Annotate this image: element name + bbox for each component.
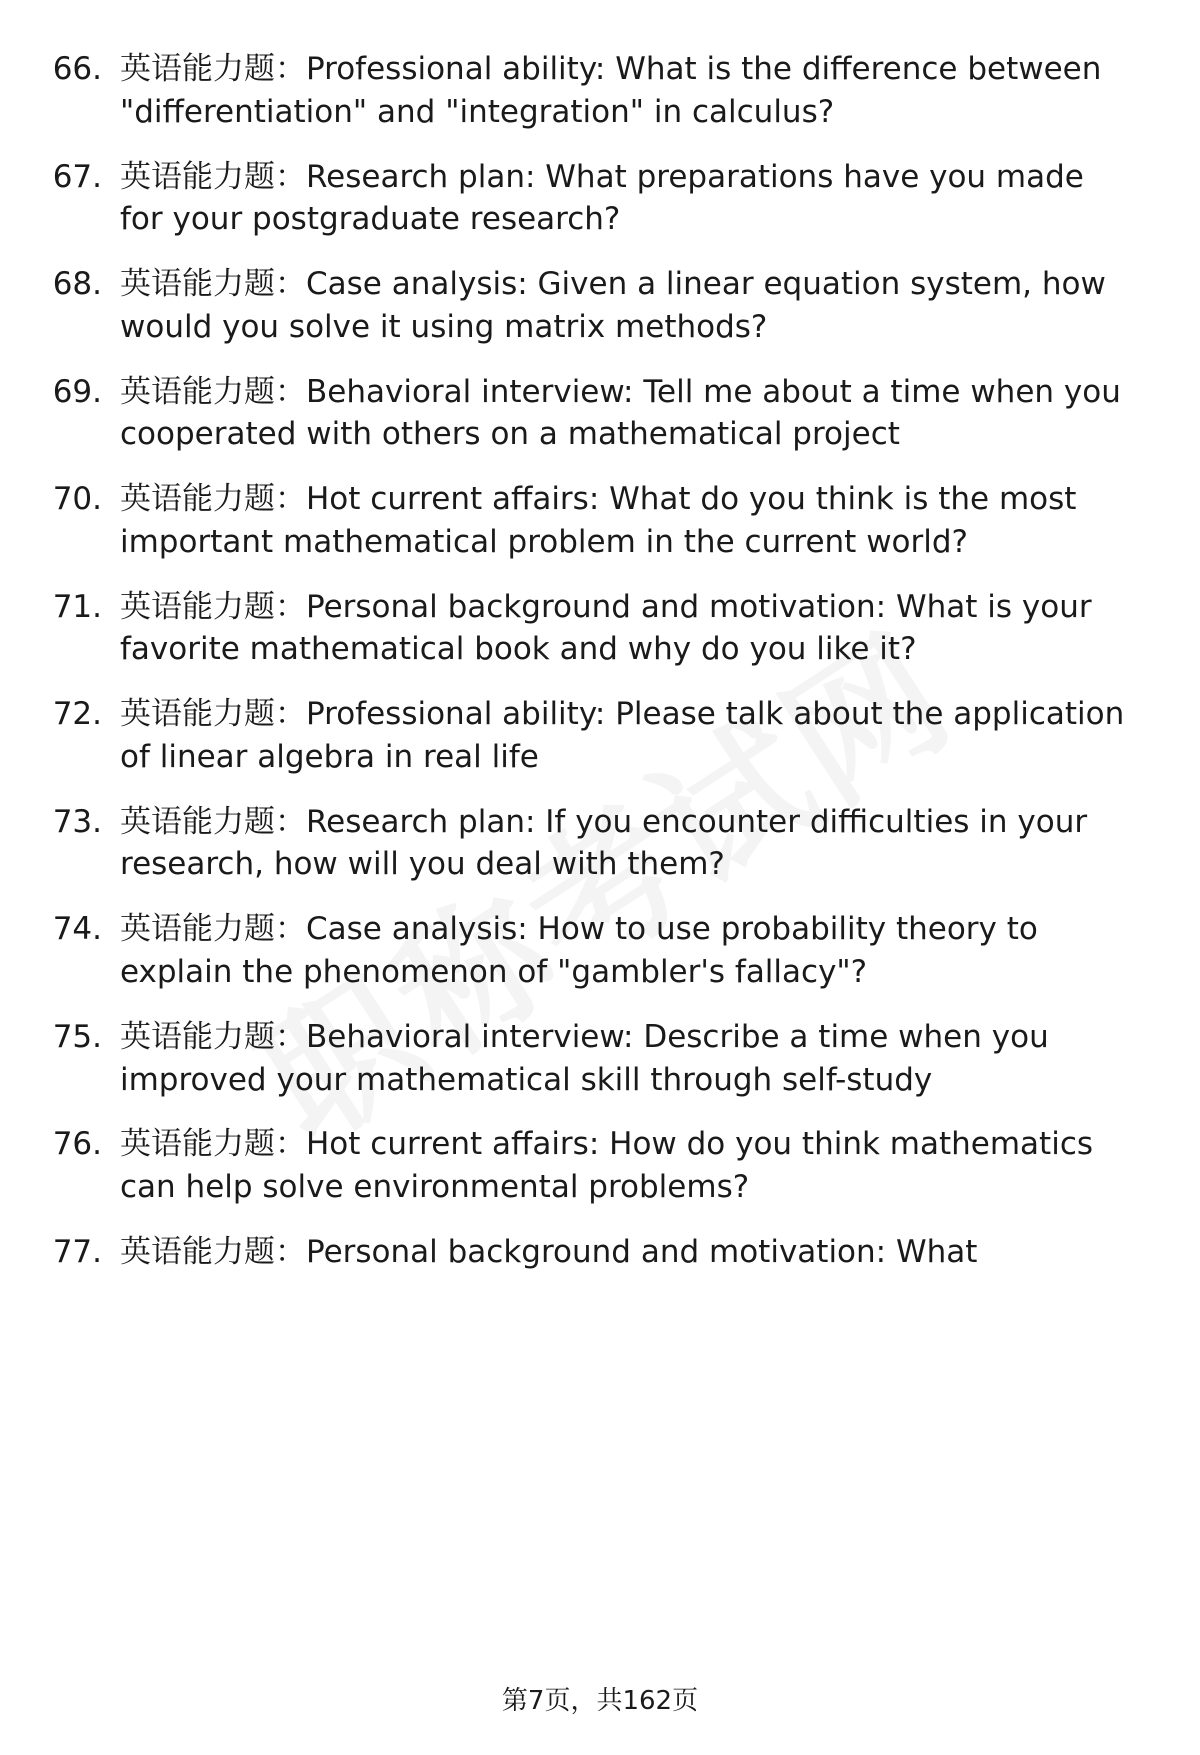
question-number: 76. bbox=[52, 1126, 102, 1163]
question-number: 67. bbox=[52, 158, 102, 195]
question-text: 英语能力题：Professional ability: Please talk about the application of linear algebra in real life bbox=[120, 696, 1125, 775]
list-item bbox=[48, 478, 1130, 564]
list-item bbox=[48, 908, 1130, 994]
question-text: 英语能力题：Personal background and motivation: What is your favorite mathematical book and why do you like it? bbox=[120, 588, 1092, 668]
question-text: 英语能力题：Hot current affairs: How do you think mathematics can help solve environmental problems? bbox=[120, 1126, 1094, 1206]
question-number: 77. bbox=[52, 1233, 102, 1270]
question-number: 66. bbox=[52, 51, 102, 87]
question-number: 69. bbox=[52, 373, 102, 410]
list-item bbox=[48, 1016, 1130, 1102]
question-text: 英语能力题：Case analysis: How to use probability theory to explain the phenomenon of "gambler's fallacy"? bbox=[120, 911, 1038, 991]
question-list bbox=[48, 48, 1130, 1274]
question-text: 英语能力题：Personal background and motivation: What bbox=[120, 1233, 978, 1270]
question-text: 英语能力题：Research plan: If you encounter difficulties in your research, how will you deal with them? bbox=[120, 803, 1088, 883]
question-number: 75. bbox=[52, 1018, 102, 1055]
list-item bbox=[48, 48, 1130, 134]
question-text: 英语能力题：Behavioral interview: Describe a time when you improved your mathematical skill through self-study bbox=[120, 1018, 1049, 1098]
question-text: 英语能力题：Behavioral interview: Tell me about a time when you cooperated with others on a mathematical project bbox=[120, 373, 1121, 453]
question-text: 英语能力题：Research plan: What preparations have you made for your postgraduate research? bbox=[120, 158, 1084, 238]
question-text: 英语能力题：Hot current affairs: What do you think is the most important mathematical problem in the current world? bbox=[120, 481, 1077, 560]
question-text: 英语能力题：Case analysis: Given a linear equation system, how would you solve it using matrix methods? bbox=[120, 266, 1106, 345]
question-number: 70. bbox=[52, 481, 102, 518]
list-item bbox=[48, 586, 1130, 672]
question-number: 68. bbox=[52, 266, 102, 303]
page-footer: 第7页，共162页 bbox=[501, 1686, 699, 1716]
question-number: 73. bbox=[52, 803, 102, 840]
list-item bbox=[48, 1231, 1130, 1274]
list-item bbox=[48, 801, 1130, 887]
list-item bbox=[48, 263, 1130, 349]
question-number: 74. bbox=[52, 911, 102, 948]
question-number: 72. bbox=[52, 696, 102, 733]
list-item bbox=[48, 693, 1130, 779]
list-item bbox=[48, 371, 1130, 457]
question-text: 英语能力题：Professional ability: What is the difference between "differentiation" and "integration" in calculus? bbox=[120, 51, 1102, 130]
question-number: 71. bbox=[52, 588, 102, 625]
list-item bbox=[48, 156, 1130, 242]
list-item bbox=[48, 1123, 1130, 1209]
